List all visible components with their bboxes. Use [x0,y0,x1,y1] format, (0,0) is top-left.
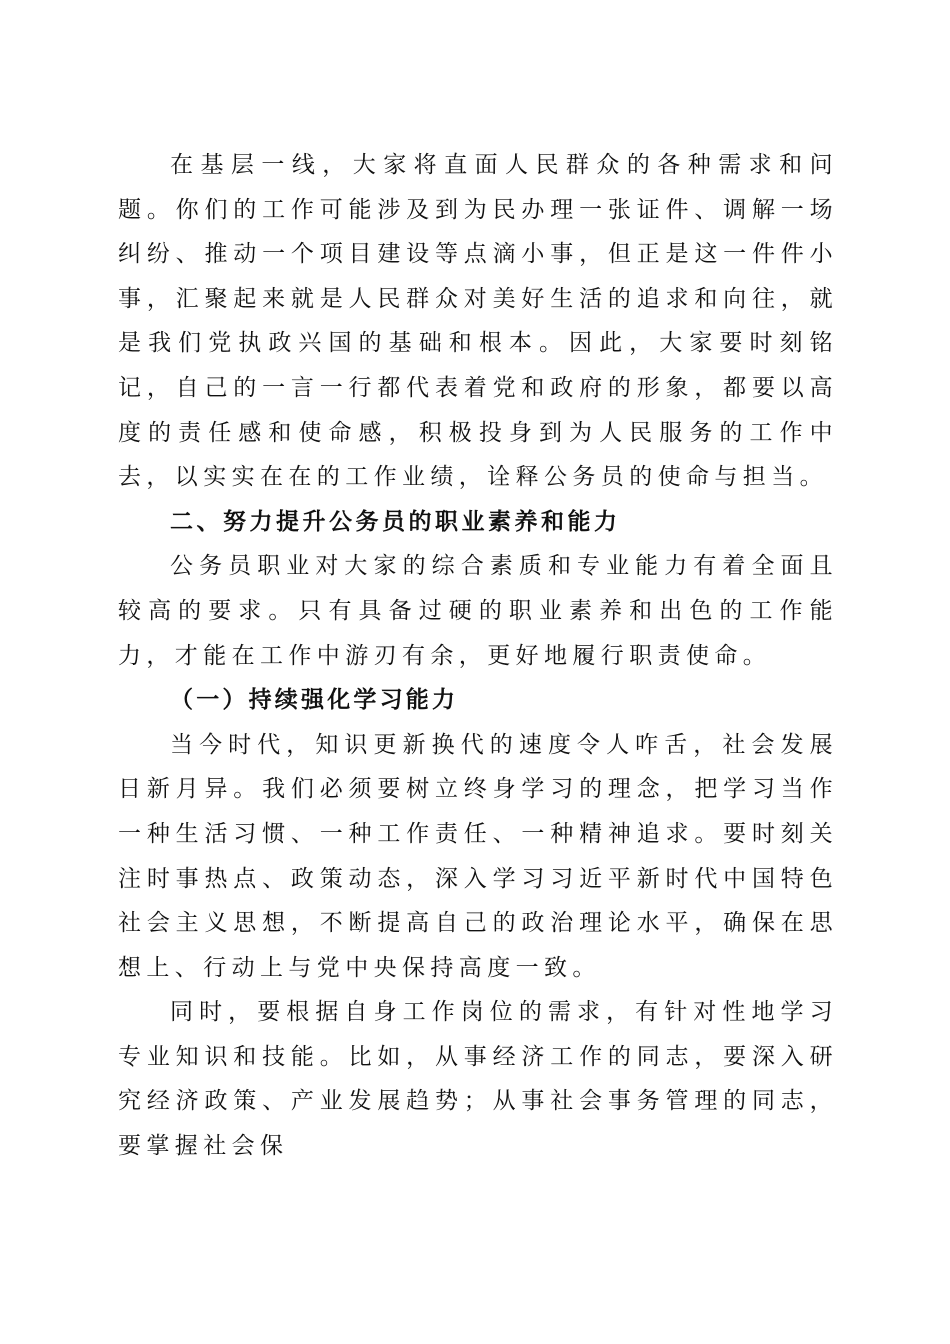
subsection-heading: （一）持续强化学习能力 [170,687,459,714]
body-paragraph: 在基层一线，大家将直面人民群众的各种需求和问题。你们的工作可能涉及到为民办理一张证件、调解一场纠纷、推动一个项目建设等点滴小事，但正是这一件件小事，汇聚起来就是人民群众对美好生活的追求和向往，就是我们党执政兴国的基础和根本。因此，大家要时刻铭记，自己的一言一行都代表着党和政府的形象，都要以高度的责任感和使命感，积极投身到为人民服务的工作中去，以实实在在的工作业绩，诠释公务员的使命与担当。 [118,152,838,491]
body-paragraph: 当今时代，知识更新换代的速度令人咋舌，社会发展日新月异。我们必须要树立终身学习的理念，把学习当作一种生活习惯、一种工作责任、一种精神追求。要时刻关注时事热点、政策动态，深入学习习近平新时代中国特色社会主义思想，不断提高自己的政治理论水平，确保在思想上、行动上与党中央保持高度一致。 [118,731,838,981]
body-paragraph: 同时，要根据自身工作岗位的需求，有针对性地学习专业知识和技能。比如，从事经济工作的同志，要深入研究经济政策、产业发展趋势；从事社会事务管理的同志，要掌握社会保 [118,999,838,1160]
body-paragraph: 公务员职业对大家的综合素质和专业能力有着全面且较高的要求。只有具备过硬的职业素养和出色的工作能力，才能在工作中游刃有余，更好地履行职责使命。 [118,553,838,669]
section-heading: 二、努力提升公务员的职业素养和能力 [170,508,621,535]
document-page [118,143,838,1169]
